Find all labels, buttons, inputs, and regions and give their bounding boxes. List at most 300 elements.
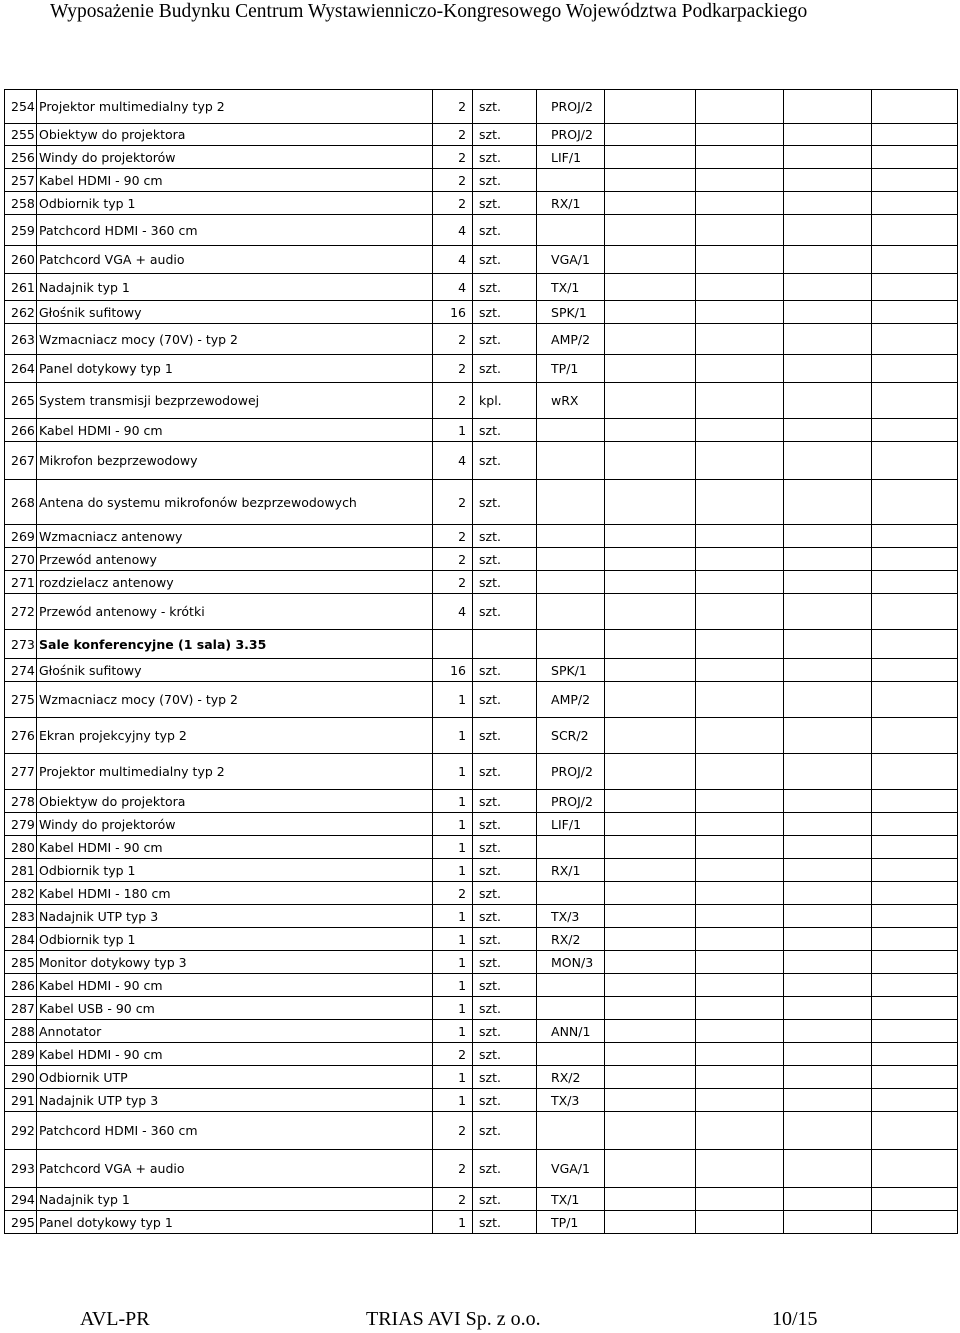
cell-number: 277 (5, 754, 37, 790)
cell-name: Sale konferencyjne (1 sala) 3.35 (37, 630, 433, 659)
cell-name: Kabel HDMI - 90 cm (37, 419, 433, 442)
cell-quantity: 1 (433, 836, 473, 859)
cell-empty (605, 718, 696, 754)
cell-number: 262 (5, 301, 37, 324)
cell-empty (696, 246, 784, 274)
cell-number: 272 (5, 594, 37, 630)
cell-empty (784, 274, 872, 301)
cell-code: PROJ/2 (537, 790, 605, 813)
cell-empty (784, 571, 872, 594)
cell-empty (784, 548, 872, 571)
cell-empty (872, 215, 958, 246)
table-row (5, 90, 958, 124)
cell-empty (784, 928, 872, 951)
cell-empty (872, 1112, 958, 1150)
cell-code: SPK/1 (537, 301, 605, 324)
cell-name: Wzmacniacz mocy (70V) - typ 2 (37, 682, 433, 718)
cell-name: Projektor multimedialny typ 2 (37, 90, 433, 124)
cell-number: 259 (5, 215, 37, 246)
cell-empty (872, 124, 958, 146)
cell-quantity: 1 (433, 859, 473, 882)
cell-number: 278 (5, 790, 37, 813)
cell-unit: szt. (473, 442, 537, 480)
cell-code (537, 169, 605, 192)
cell-quantity: 2 (433, 146, 473, 169)
cell-number: 276 (5, 718, 37, 754)
cell-empty (872, 905, 958, 928)
table-row (5, 169, 958, 192)
cell-code (537, 1112, 605, 1150)
cell-empty (696, 1020, 784, 1043)
cell-code: TX/3 (537, 905, 605, 928)
cell-unit: szt. (473, 790, 537, 813)
cell-name: Panel dotykowy typ 1 (37, 1211, 433, 1234)
cell-number: 285 (5, 951, 37, 974)
cell-number: 275 (5, 682, 37, 718)
cell-empty (696, 124, 784, 146)
cell-empty (784, 1066, 872, 1089)
cell-code: TX/3 (537, 1089, 605, 1112)
cell-code (537, 836, 605, 859)
cell-quantity: 1 (433, 790, 473, 813)
cell-empty (872, 1020, 958, 1043)
cell-empty (696, 90, 784, 124)
cell-empty (696, 997, 784, 1020)
cell-empty (696, 1112, 784, 1150)
cell-empty (872, 1043, 958, 1066)
cell-empty (605, 630, 696, 659)
cell-unit: szt. (473, 754, 537, 790)
cell-unit: szt. (473, 997, 537, 1020)
cell-quantity: 4 (433, 442, 473, 480)
cell-unit: szt. (473, 1043, 537, 1066)
cell-empty (605, 355, 696, 383)
cell-empty (872, 90, 958, 124)
cell-empty (872, 1066, 958, 1089)
cell-name: Głośnik sufitowy (37, 659, 433, 682)
cell-empty (605, 383, 696, 419)
cell-name: Głośnik sufitowy (37, 301, 433, 324)
cell-code: VGA/1 (537, 246, 605, 274)
cell-empty (605, 859, 696, 882)
cell-empty (784, 246, 872, 274)
cell-empty (605, 1112, 696, 1150)
cell-unit: szt. (473, 659, 537, 682)
cell-unit: szt. (473, 274, 537, 301)
table-row (5, 594, 958, 630)
table-row (5, 718, 958, 754)
cell-name: Windy do projektorów (37, 146, 433, 169)
cell-number: 294 (5, 1188, 37, 1211)
cell-unit: szt. (473, 1112, 537, 1150)
cell-name: Wzmacniacz mocy (70V) - typ 2 (37, 324, 433, 355)
cell-name: Monitor dotykowy typ 3 (37, 951, 433, 974)
cell-empty (605, 997, 696, 1020)
cell-quantity (433, 630, 473, 659)
cell-unit: szt. (473, 480, 537, 525)
cell-quantity: 2 (433, 882, 473, 905)
cell-empty (605, 442, 696, 480)
cell-number: 295 (5, 1211, 37, 1234)
cell-empty (784, 594, 872, 630)
cell-empty (872, 754, 958, 790)
cell-name: Kabel HDMI - 90 cm (37, 974, 433, 997)
footer-doc-code: AVL-PR (80, 1308, 150, 1330)
cell-code (537, 882, 605, 905)
cell-empty (696, 813, 784, 836)
cell-number: 270 (5, 548, 37, 571)
cell-empty (872, 718, 958, 754)
equipment-table (4, 89, 958, 1234)
cell-name: Windy do projektorów (37, 813, 433, 836)
cell-name: Panel dotykowy typ 1 (37, 355, 433, 383)
table-row (5, 882, 958, 905)
cell-code (537, 594, 605, 630)
cell-name: Kabel HDMI - 180 cm (37, 882, 433, 905)
cell-name: Odbiornik typ 1 (37, 859, 433, 882)
cell-empty (784, 301, 872, 324)
cell-unit: szt. (473, 324, 537, 355)
cell-number: 281 (5, 859, 37, 882)
cell-unit: szt. (473, 951, 537, 974)
cell-number: 269 (5, 525, 37, 548)
cell-code: AMP/2 (537, 324, 605, 355)
cell-empty (872, 548, 958, 571)
cell-number: 263 (5, 324, 37, 355)
cell-quantity: 2 (433, 324, 473, 355)
table-row (5, 1211, 958, 1234)
table-row (5, 997, 958, 1020)
cell-number: 283 (5, 905, 37, 928)
cell-name: Kabel USB - 90 cm (37, 997, 433, 1020)
cell-empty (784, 146, 872, 169)
cell-empty (784, 169, 872, 192)
cell-empty (696, 169, 784, 192)
table-row (5, 905, 958, 928)
cell-empty (872, 274, 958, 301)
cell-code: LIF/1 (537, 146, 605, 169)
table-row (5, 754, 958, 790)
cell-number: 271 (5, 571, 37, 594)
cell-empty (784, 383, 872, 419)
cell-quantity: 4 (433, 215, 473, 246)
cell-quantity: 2 (433, 192, 473, 215)
cell-empty (605, 974, 696, 997)
cell-empty (872, 480, 958, 525)
cell-name: Przewód antenowy (37, 548, 433, 571)
cell-unit: szt. (473, 1020, 537, 1043)
cell-name: Kabel HDMI - 90 cm (37, 1043, 433, 1066)
cell-number: 287 (5, 997, 37, 1020)
cell-name: Mikrofon bezprzewodowy (37, 442, 433, 480)
cell-quantity: 2 (433, 548, 473, 571)
cell-empty (872, 419, 958, 442)
cell-empty (696, 419, 784, 442)
cell-empty (784, 859, 872, 882)
table-row (5, 442, 958, 480)
cell-empty (696, 974, 784, 997)
cell-name: Odbiornik typ 1 (37, 192, 433, 215)
cell-empty (605, 192, 696, 215)
cell-code: TP/1 (537, 355, 605, 383)
cell-empty (605, 659, 696, 682)
cell-number: 254 (5, 90, 37, 124)
cell-empty (605, 928, 696, 951)
cell-empty (872, 169, 958, 192)
cell-empty (605, 790, 696, 813)
cell-code: PROJ/2 (537, 124, 605, 146)
cell-code: TX/1 (537, 1188, 605, 1211)
cell-empty (872, 301, 958, 324)
cell-code (537, 1043, 605, 1066)
table-row (5, 301, 958, 324)
cell-number: 265 (5, 383, 37, 419)
cell-unit: szt. (473, 419, 537, 442)
cell-unit: szt. (473, 1066, 537, 1089)
cell-empty (605, 1188, 696, 1211)
cell-empty (872, 836, 958, 859)
cell-quantity: 2 (433, 383, 473, 419)
cell-empty (696, 383, 784, 419)
table-row (5, 1089, 958, 1112)
cell-number: 268 (5, 480, 37, 525)
cell-empty (696, 301, 784, 324)
cell-empty (872, 1188, 958, 1211)
cell-empty (696, 324, 784, 355)
cell-unit: szt. (473, 124, 537, 146)
cell-empty (605, 301, 696, 324)
cell-unit: szt. (473, 146, 537, 169)
cell-quantity: 2 (433, 1188, 473, 1211)
cell-empty (784, 192, 872, 215)
cell-quantity: 1 (433, 813, 473, 836)
cell-empty (605, 419, 696, 442)
cell-empty (872, 1150, 958, 1188)
cell-empty (696, 659, 784, 682)
cell-empty (696, 548, 784, 571)
cell-empty (872, 859, 958, 882)
cell-code (537, 480, 605, 525)
cell-number: 292 (5, 1112, 37, 1150)
cell-number: 290 (5, 1066, 37, 1089)
cell-quantity: 2 (433, 169, 473, 192)
cell-empty (784, 480, 872, 525)
cell-quantity: 1 (433, 682, 473, 718)
cell-empty (872, 383, 958, 419)
cell-empty (696, 594, 784, 630)
table-row (5, 974, 958, 997)
table-row (5, 246, 958, 274)
footer-page-number: 10/15 (772, 1308, 818, 1330)
cell-quantity: 1 (433, 974, 473, 997)
cell-unit: szt. (473, 594, 537, 630)
cell-empty (784, 974, 872, 997)
cell-empty (605, 905, 696, 928)
cell-code: LIF/1 (537, 813, 605, 836)
cell-number: 289 (5, 1043, 37, 1066)
cell-empty (605, 882, 696, 905)
cell-quantity: 2 (433, 1112, 473, 1150)
cell-empty (872, 790, 958, 813)
cell-empty (696, 859, 784, 882)
table-row (5, 192, 958, 215)
cell-quantity: 16 (433, 301, 473, 324)
cell-empty (605, 682, 696, 718)
cell-empty (696, 1150, 784, 1188)
cell-quantity: 2 (433, 480, 473, 525)
table-row (5, 1020, 958, 1043)
cell-empty (784, 1043, 872, 1066)
cell-code (537, 571, 605, 594)
cell-empty (872, 928, 958, 951)
cell-name: Kabel HDMI - 90 cm (37, 169, 433, 192)
cell-number: 256 (5, 146, 37, 169)
cell-empty (872, 1211, 958, 1234)
cell-number: 258 (5, 192, 37, 215)
cell-name: Obiektyw do projektora (37, 790, 433, 813)
document-header (0, 0, 960, 28)
cell-empty (872, 951, 958, 974)
cell-name: Wzmacniacz antenowy (37, 525, 433, 548)
cell-empty (605, 146, 696, 169)
cell-code: PROJ/2 (537, 90, 605, 124)
cell-quantity: 1 (433, 718, 473, 754)
cell-empty (605, 754, 696, 790)
cell-empty (872, 630, 958, 659)
cell-empty (605, 90, 696, 124)
cell-quantity: 4 (433, 274, 473, 301)
cell-empty (605, 480, 696, 525)
cell-number: 284 (5, 928, 37, 951)
cell-empty (696, 1089, 784, 1112)
cell-quantity: 2 (433, 355, 473, 383)
table-row (5, 813, 958, 836)
cell-empty (872, 192, 958, 215)
cell-number: 293 (5, 1150, 37, 1188)
cell-unit: szt. (473, 682, 537, 718)
cell-empty (605, 525, 696, 548)
cell-unit (473, 630, 537, 659)
table-row (5, 571, 958, 594)
cell-unit: kpl. (473, 383, 537, 419)
cell-empty (784, 659, 872, 682)
cell-number: 257 (5, 169, 37, 192)
cell-empty (872, 146, 958, 169)
cell-unit: szt. (473, 928, 537, 951)
table-row (5, 419, 958, 442)
table-row (5, 324, 958, 355)
cell-empty (696, 951, 784, 974)
cell-empty (872, 525, 958, 548)
cell-name: Kabel HDMI - 90 cm (37, 836, 433, 859)
cell-unit: szt. (473, 905, 537, 928)
cell-empty (696, 905, 784, 928)
table-row (5, 480, 958, 525)
cell-code: TP/1 (537, 1211, 605, 1234)
cell-empty (696, 718, 784, 754)
cell-number: 280 (5, 836, 37, 859)
cell-unit: szt. (473, 1150, 537, 1188)
cell-empty (784, 324, 872, 355)
cell-number: 291 (5, 1089, 37, 1112)
table-row (5, 1150, 958, 1188)
cell-empty (784, 718, 872, 754)
cell-unit: szt. (473, 1188, 537, 1211)
cell-empty (605, 594, 696, 630)
cell-unit: szt. (473, 246, 537, 274)
table-row (5, 790, 958, 813)
cell-empty (605, 274, 696, 301)
cell-number: 264 (5, 355, 37, 383)
cell-code: RX/2 (537, 1066, 605, 1089)
cell-empty (872, 813, 958, 836)
cell-code: RX/2 (537, 928, 605, 951)
cell-empty (605, 1211, 696, 1234)
cell-name: Projektor multimedialny typ 2 (37, 754, 433, 790)
cell-quantity: 2 (433, 1150, 473, 1188)
cell-name: Annotator (37, 1020, 433, 1043)
table-row (5, 548, 958, 571)
cell-empty (696, 682, 784, 718)
cell-empty (872, 882, 958, 905)
table-row (5, 1112, 958, 1150)
cell-empty (605, 1089, 696, 1112)
table-row (5, 274, 958, 301)
cell-code (537, 997, 605, 1020)
cell-code (537, 548, 605, 571)
cell-empty (784, 951, 872, 974)
cell-empty (872, 355, 958, 383)
cell-unit: szt. (473, 1211, 537, 1234)
cell-empty (696, 480, 784, 525)
cell-quantity: 4 (433, 594, 473, 630)
cell-number: 260 (5, 246, 37, 274)
cell-empty (872, 594, 958, 630)
cell-empty (696, 146, 784, 169)
cell-quantity: 2 (433, 1043, 473, 1066)
cell-empty (696, 1188, 784, 1211)
cell-empty (605, 1066, 696, 1089)
cell-name: Patchcord VGA + audio (37, 1150, 433, 1188)
cell-code (537, 442, 605, 480)
table-row (5, 215, 958, 246)
cell-name: Odbiornik UTP (37, 1066, 433, 1089)
cell-number: 286 (5, 974, 37, 997)
cell-empty (696, 274, 784, 301)
cell-unit: szt. (473, 718, 537, 754)
table-row (5, 124, 958, 146)
cell-quantity: 2 (433, 124, 473, 146)
cell-empty (872, 442, 958, 480)
cell-empty (605, 1020, 696, 1043)
cell-empty (784, 905, 872, 928)
cell-number: 266 (5, 419, 37, 442)
cell-name: Patchcord HDMI - 360 cm (37, 215, 433, 246)
cell-unit: szt. (473, 813, 537, 836)
cell-quantity: 1 (433, 1211, 473, 1234)
cell-empty (696, 630, 784, 659)
cell-empty (784, 754, 872, 790)
cell-empty (784, 525, 872, 548)
cell-name: Patchcord HDMI - 360 cm (37, 1112, 433, 1150)
cell-name: Ekran projekcyjny typ 2 (37, 718, 433, 754)
footer-company: TRIAS AVI Sp. z o.o. (366, 1308, 541, 1330)
cell-unit: szt. (473, 192, 537, 215)
cell-empty (605, 951, 696, 974)
table-row (5, 1188, 958, 1211)
cell-code: MON/3 (537, 951, 605, 974)
cell-empty (784, 355, 872, 383)
